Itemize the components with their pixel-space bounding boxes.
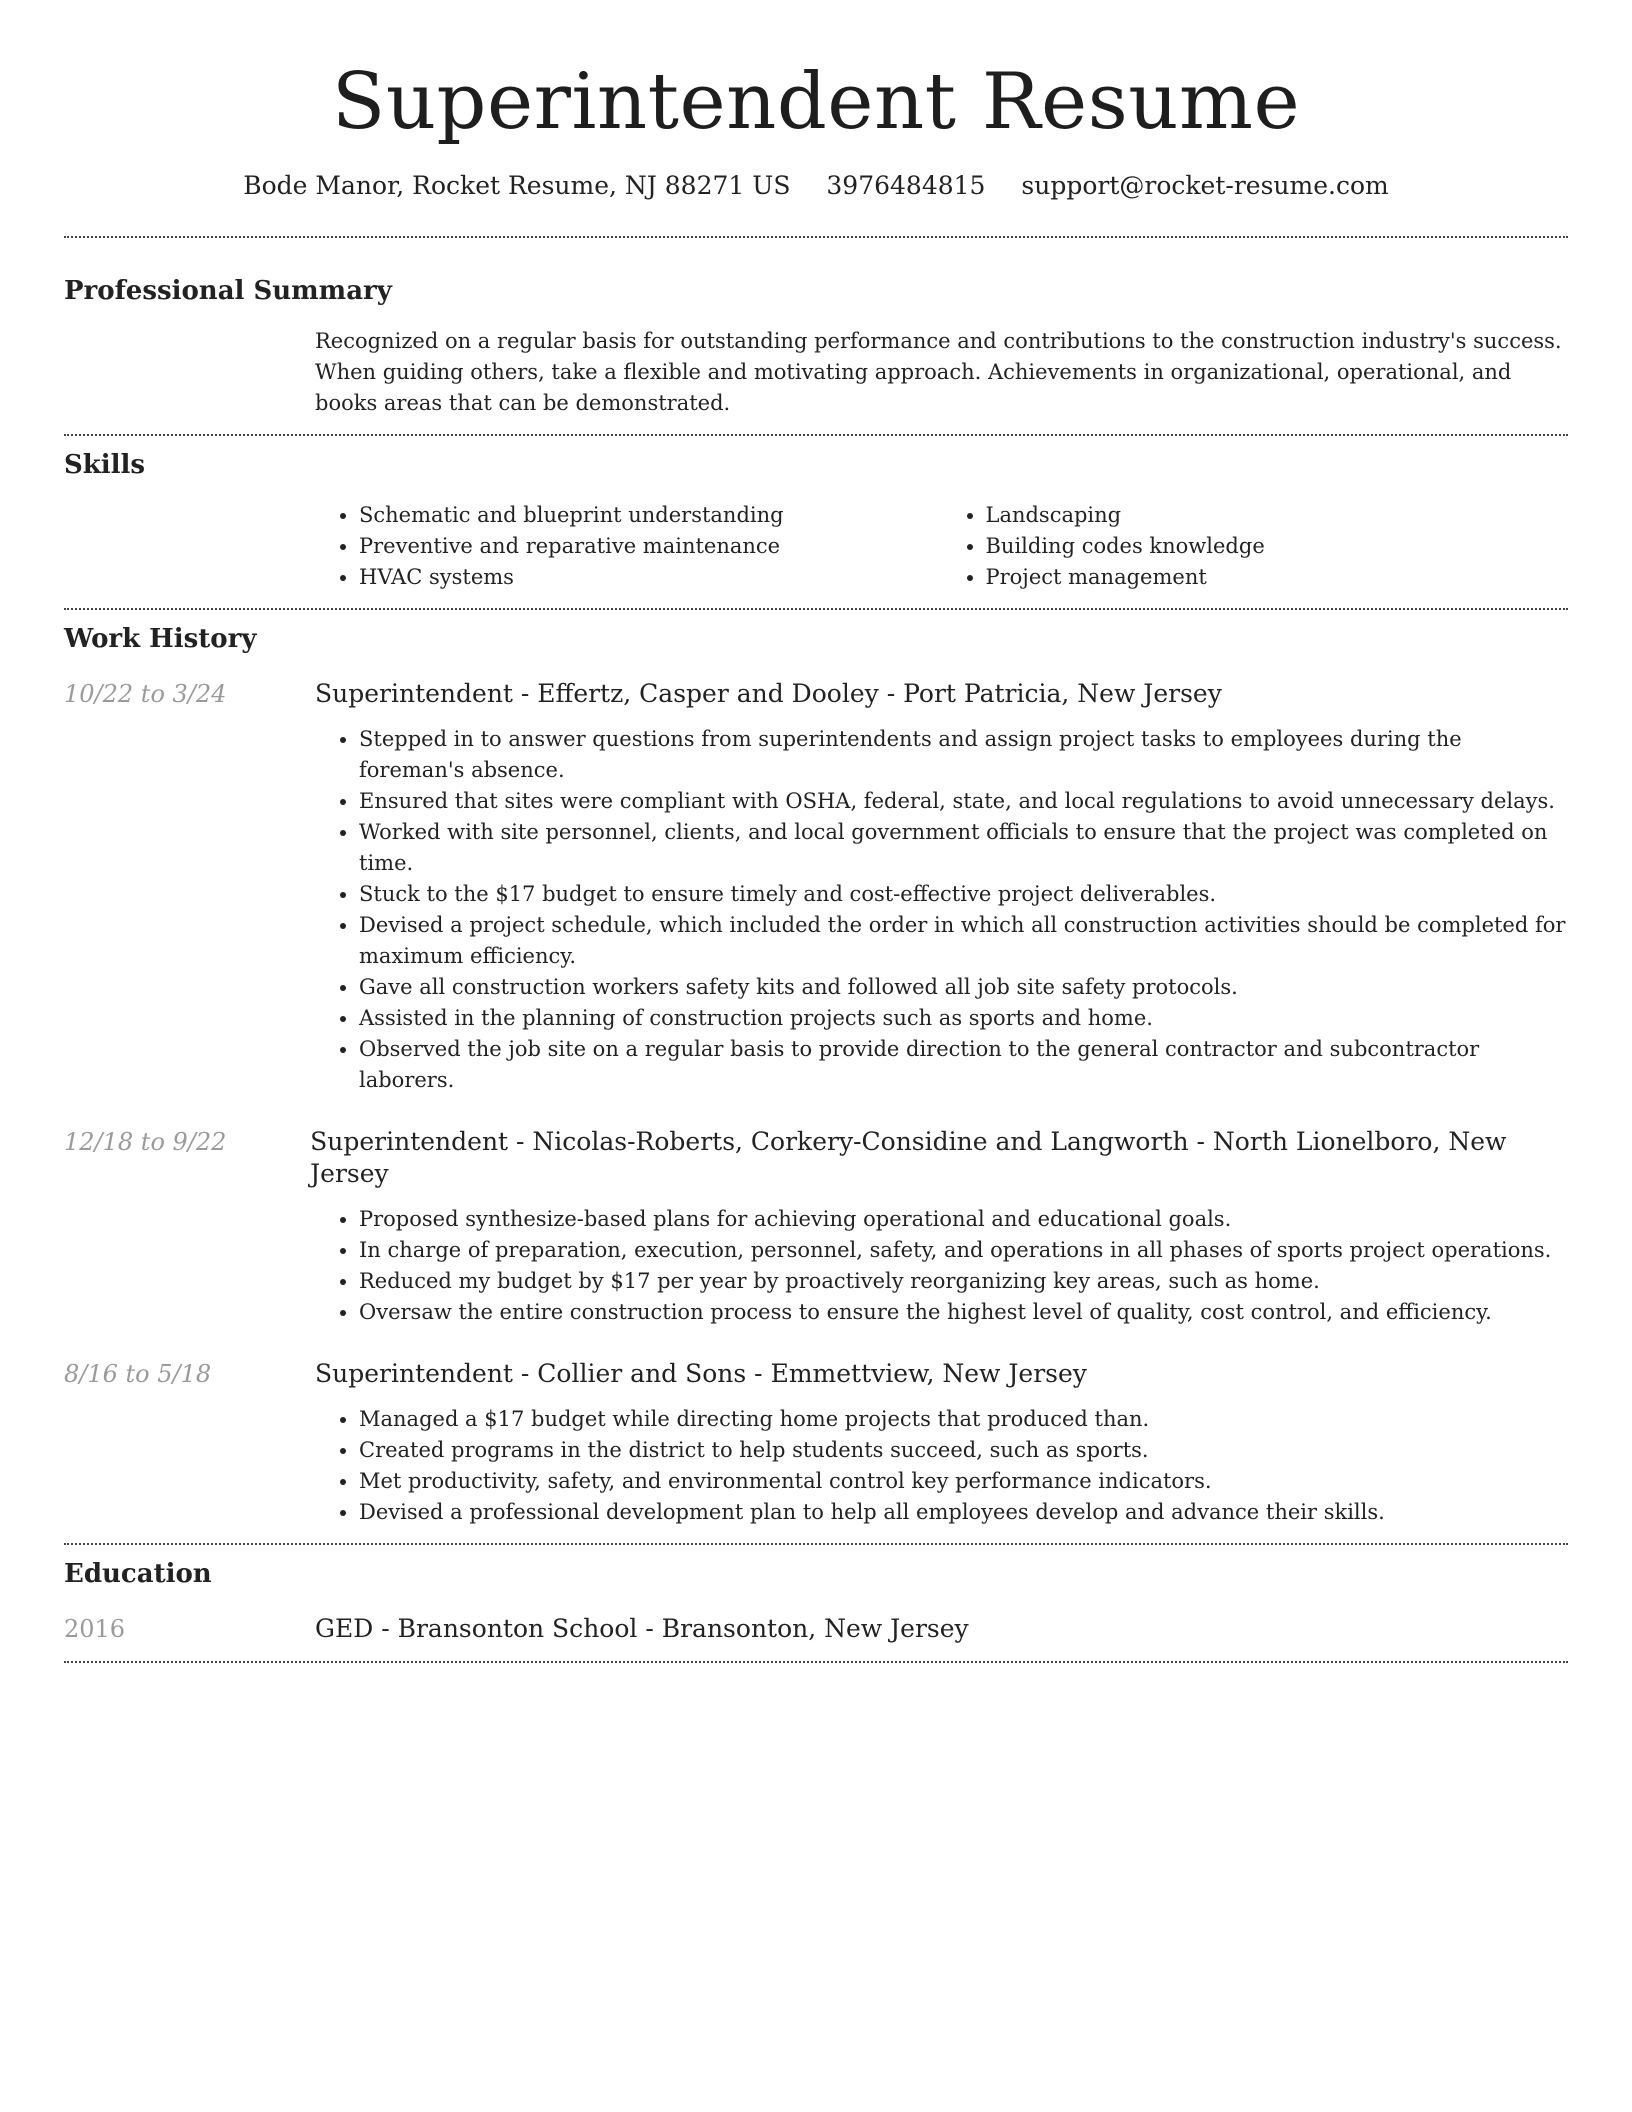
job-bullet: • Ensured that sites were compliant with OSHA, federal, state, and local regulations to avoid unnecessary delays. bbox=[359, 786, 1568, 817]
job-bullet: • Observed the job site on a regular basis to provide direction to the general contractor and subcontractor laborers. bbox=[359, 1034, 1568, 1096]
divider bbox=[64, 608, 1568, 610]
job-bullet: • Proposed synthesize-based plans for achieving operational and educational goals. bbox=[359, 1204, 1568, 1235]
divider bbox=[64, 1543, 1568, 1545]
skill-item: • Project management bbox=[986, 562, 1569, 593]
job-bullets bbox=[315, 1204, 1568, 1328]
skills-grid bbox=[315, 500, 1568, 593]
contact-phone: 3976484815 bbox=[826, 171, 986, 200]
job-header bbox=[64, 1358, 1568, 1390]
job-bullet: • Assisted in the planning of construction projects such as sports and home. bbox=[359, 1003, 1568, 1034]
summary-section bbox=[64, 274, 1568, 419]
job-bullets bbox=[315, 1404, 1568, 1528]
contact-email: support@rocket-resume.com bbox=[1021, 171, 1389, 200]
job-header bbox=[64, 678, 1568, 710]
job-entry bbox=[64, 1126, 1568, 1328]
skill-item: • HVAC systems bbox=[359, 562, 942, 593]
education-date: 2016 bbox=[64, 1615, 126, 1643]
job-bullet: • Oversaw the entire construction process to ensure the highest level of quality, cost control, and efficiency. bbox=[359, 1297, 1568, 1328]
page-title: Superintendent Resume bbox=[331, 57, 1301, 147]
job-header bbox=[64, 1126, 1568, 1190]
job-bullets bbox=[315, 724, 1568, 1096]
job-title: Superintendent - Nicolas-Roberts, Corkery-Considine and Langworth - North Lionelboro, New Jersey bbox=[310, 1127, 1507, 1188]
job-bullet: • Managed a $17 budget while directing home projects that produced than. bbox=[359, 1404, 1568, 1435]
contact-address: Bode Manor, Rocket Resume, NJ 88271 US bbox=[243, 171, 791, 200]
education-title: GED - Bransonton School - Bransonton, New Jersey bbox=[315, 1614, 969, 1643]
job-bullet: • Devised a professional development plan to help all employees develop and advance their skills. bbox=[359, 1497, 1568, 1528]
job-bullet: • In charge of preparation, execution, personnel, safety, and operations in all phases of sports project operations. bbox=[359, 1235, 1568, 1266]
section-heading-summary: Professional Summary bbox=[64, 276, 392, 306]
job-bullet: • Devised a project schedule, which included the order in which all construction activities should be completed for maximum efficiency. bbox=[359, 910, 1568, 972]
skill-item: • Schematic and blueprint understanding bbox=[359, 500, 942, 531]
education-section bbox=[64, 1557, 1568, 1645]
job-dates: 8/16 to 5/18 bbox=[64, 1360, 212, 1388]
skills-list-left bbox=[315, 500, 942, 593]
job-dates: 12/18 to 9/22 bbox=[64, 1128, 227, 1156]
skills-list-right bbox=[942, 500, 1569, 593]
education-entry bbox=[64, 1613, 1568, 1645]
job-bullet: • Stepped in to answer questions from superintendents and assign project tasks to employees during the foreman's absence. bbox=[359, 724, 1568, 786]
job-title: Superintendent - Collier and Sons - Emmettview, New Jersey bbox=[315, 1359, 1087, 1388]
job-bullet: • Gave all construction workers safety kits and followed all job site safety protocols. bbox=[359, 972, 1568, 1003]
divider bbox=[64, 236, 1568, 238]
job-entry bbox=[64, 678, 1568, 1096]
contact-line bbox=[64, 170, 1568, 202]
section-heading-education: Education bbox=[64, 1559, 212, 1589]
skill-item: • Preventive and reparative maintenance bbox=[359, 531, 942, 562]
work-section bbox=[64, 622, 1568, 1528]
section-heading-work: Work History bbox=[64, 624, 257, 654]
job-title: Superintendent - Effertz, Casper and Dooley - Port Patricia, New Jersey bbox=[315, 679, 1222, 708]
job-bullet: • Reduced my budget by $17 per year by proactively reorganizing key areas, such as home. bbox=[359, 1266, 1568, 1297]
job-entry bbox=[64, 1358, 1568, 1528]
skill-item: • Building codes knowledge bbox=[986, 531, 1569, 562]
skills-section bbox=[64, 448, 1568, 593]
divider bbox=[64, 434, 1568, 436]
job-dates: 10/22 to 3/24 bbox=[64, 680, 227, 708]
resume-page bbox=[64, 0, 1568, 1663]
job-bullet: • Stuck to the $17 budget to ensure timely and cost-effective project deliverables. bbox=[359, 879, 1568, 910]
job-bullet: • Worked with site personnel, clients, and local government officials to ensure that the project was completed on time. bbox=[359, 817, 1568, 879]
job-bullet: • Met productivity, safety, and environmental control key performance indicators. bbox=[359, 1466, 1568, 1497]
skill-item: • Landscaping bbox=[986, 500, 1569, 531]
section-heading-skills: Skills bbox=[64, 450, 146, 480]
job-bullet: • Created programs in the district to help students succeed, such as sports. bbox=[359, 1435, 1568, 1466]
divider bbox=[64, 1661, 1568, 1663]
summary-text: Recognized on a regular basis for outstanding performance and contributions to the construction industry's success. When guiding others, take a flexible and motivating approach. Achievements in organizational, operational, and books areas that can be demonstrated. bbox=[315, 329, 1562, 415]
